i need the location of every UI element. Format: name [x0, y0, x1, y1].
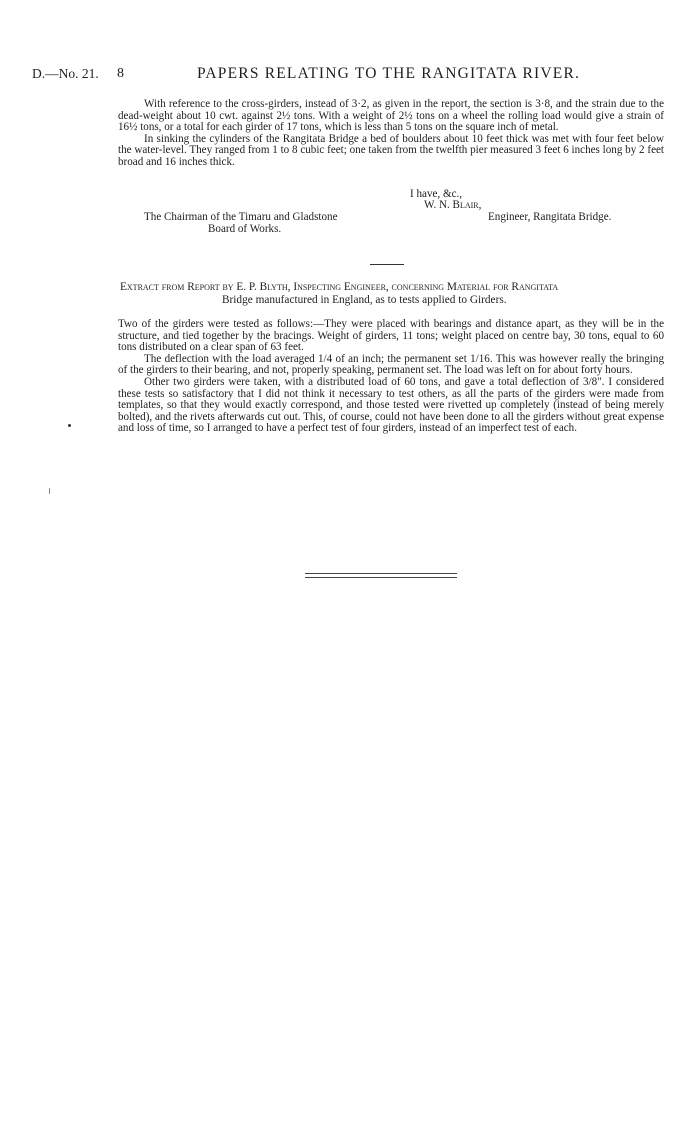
document-reference: D.—No. 21.: [32, 66, 99, 81]
extract-paragraph: Other two girders were taken, with a distributed load of 60 tons, and gave a total deflection of 3/8". I considered these tests so satisfactory that I did not think it necessary to test others, as all the parts of the girders were made from templates, so that they would exactly correspond, and those tested were rivetted up completely (instead of being merely bolted), and the rivets afterwards cut out. This, of course, could not have been done to all the girders without great expense and loss of time, so I arranged to have a perfect test of four girders, instead of an imperfect test of each.: [118, 375, 664, 435]
extract-paragraph: The deflection with the load averaged 1/4 of an inch; the permanent set 1/16. This was however really the bringing of the girders to their bearing, and not, properly speaking, permanent set. The load was left on for about forty hours.: [118, 352, 664, 377]
addressee-line: Board of Works.: [208, 223, 282, 235]
extract-heading-line: Extract from Report by E. P. Blyth, Inspecting Engineer, concerning Material for Rangitata: [120, 281, 559, 293]
letter-body: [118, 99, 664, 169]
extract-body: [118, 319, 664, 435]
letter-paragraph: With reference to the cross-girders, instead of 3·2, as given in the report, the section is 3·8, and the strain due to the dead-weight about 10 cwt. against 2½ tons. With a weight of 2½ tons on a wheel the rolling load would give a strain of 16½ tons, or a total for each girder of 17 tons, which is less than 5 tons on the square inch of metal.: [118, 98, 664, 134]
signature-name: W. N. Blair,: [424, 199, 482, 211]
closing-salutation: I have, &c.,: [410, 188, 463, 200]
addressee-line: The Chairman of the Timaru and Gladstone: [144, 211, 338, 223]
margin-mark: [49, 488, 50, 494]
letter-paragraph: In sinking the cylinders of the Rangitata Bridge a bed of boulders about 10 feet thick was met with four feet below the water-level. They ranged from 1 to 8 cubic feet; one taken from the twelfth pier measured 3 feet 6 inches long by 2 feet broad and 16 inches thick.: [118, 132, 664, 168]
page-header: [32, 66, 672, 86]
margin-mark: [68, 424, 71, 427]
section-divider: [370, 264, 404, 265]
extract-paragraph: Two of the girders were tested as follows:—They were placed with bearings and distance apart, as they will be in the structure, and tied together by the bracings. Weight of girders, 11 tons; weight placed on centre bay, 30 tons, equal to 60 tons distributed on a clear span of 63 feet.: [118, 318, 664, 354]
signature-title: Engineer, Rangitata Bridge.: [488, 211, 612, 223]
page-number: 8: [117, 66, 124, 81]
extract-heading-line: Bridge manufactured in England, as to tests applied to Girders.: [222, 293, 507, 306]
end-rule: [305, 573, 457, 578]
page-title: PAPERS RELATING TO THE RANGITATA RIVER.: [197, 65, 581, 82]
extract-heading: [118, 281, 664, 306]
